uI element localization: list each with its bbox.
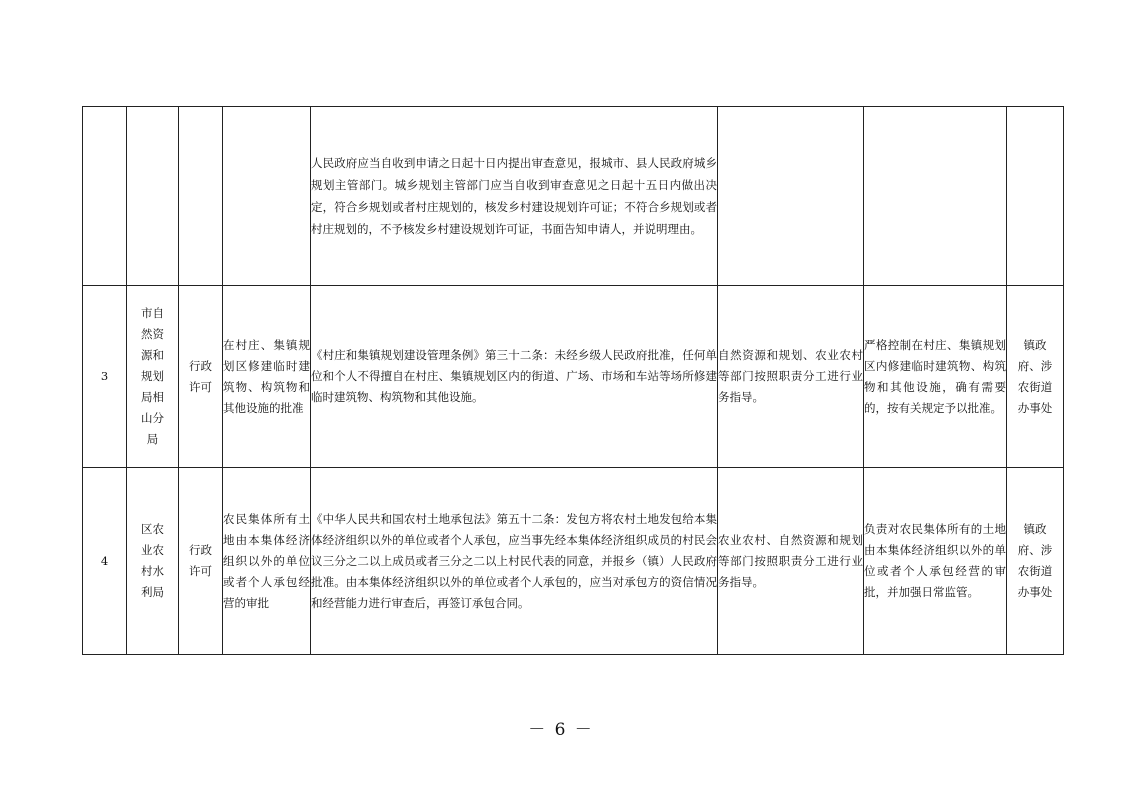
executor-cell: 镇政 府、涉 农街道 办事处 xyxy=(1007,286,1064,468)
guidance-cell: 农业农村、自然资源和规划等部门按照职责分工进行业务指导。 xyxy=(718,468,864,655)
guidance-cell xyxy=(718,107,864,286)
item-cell: 农民集体所有土地由本集体经济组织以外的单位或者个人承包经营的审批 xyxy=(223,468,311,655)
item-cell: 在村庄、集镇规划区修建临时建筑物、构筑物和其他设施的批准 xyxy=(223,286,311,468)
type-cell: 行政 许可 xyxy=(179,286,223,468)
row-number-cell xyxy=(83,107,127,286)
item-cell xyxy=(223,107,311,286)
supervision-cell xyxy=(864,107,1007,286)
row-number-cell: 4 xyxy=(83,468,127,655)
department-cell: 市自 然资 源和 规划 局相 山分 局 xyxy=(127,286,179,468)
table-row xyxy=(83,468,1064,655)
department-cell: 区农 业农 村水 利局 xyxy=(127,468,179,655)
page-number: － 6 － xyxy=(528,720,594,740)
type-cell xyxy=(179,107,223,286)
guidance-cell: 自然资源和规划、农业农村等部门按照职责分工进行业务指导。 xyxy=(718,286,864,468)
basis-cell: 《村庄和集镇规划建设管理条例》第三十二条：未经乡级人民政府批准，任何单位和个人不得擅自在村庄、集镇规划区内的街道、广场、市场和车站等场所修建临时建筑物、构筑物和其他设施。 xyxy=(311,286,718,468)
type-cell: 行政 许可 xyxy=(179,468,223,655)
supervision-cell: 负责对农民集体所有的土地由本集体经济组织以外的单位或者个人承包经营的审批，并加强日常监管。 xyxy=(864,468,1007,655)
department-cell xyxy=(127,107,179,286)
executor-cell xyxy=(1007,107,1064,286)
supervision-cell: 严格控制在村庄、集镇规划区内修建临时建筑物、构筑物和其他设施，确有需要的，按有关规定予以批准。 xyxy=(864,286,1007,468)
permit-table xyxy=(82,106,1064,655)
executor-cell: 镇政 府、涉 农街道 办事处 xyxy=(1007,468,1064,655)
table-row xyxy=(83,286,1064,468)
basis-cell: 人民政府应当自收到申请之日起十日内提出审查意见，报城市、县人民政府城乡规划主管部门。城乡规划主管部门应当自收到审查意见之日起十五日内做出决定，符合乡规划或者村庄规划的，核发乡村建设规划许可证；不符合乡规划或者村庄规划的，不予核发乡村建设规划许可证，书面告知申请人，并说明理由。 xyxy=(311,107,718,286)
row-number-cell: 3 xyxy=(83,286,127,468)
table-row xyxy=(83,107,1064,286)
basis-cell: 《中华人民共和国农村土地承包法》第五十二条：发包方将农村土地发包给本集体经济组织以外的单位或者个人承包，应当事先经本集体经济组织成员的村民会议三分之二以上成员或者三分之二以上村民代表的同意，并报乡（镇）人民政府批准。由本集体经济组织以外的单位或者个人承包的，应当对承包方的资信情况和经营能力进行审查后，再签订承包合同。 xyxy=(311,468,718,655)
